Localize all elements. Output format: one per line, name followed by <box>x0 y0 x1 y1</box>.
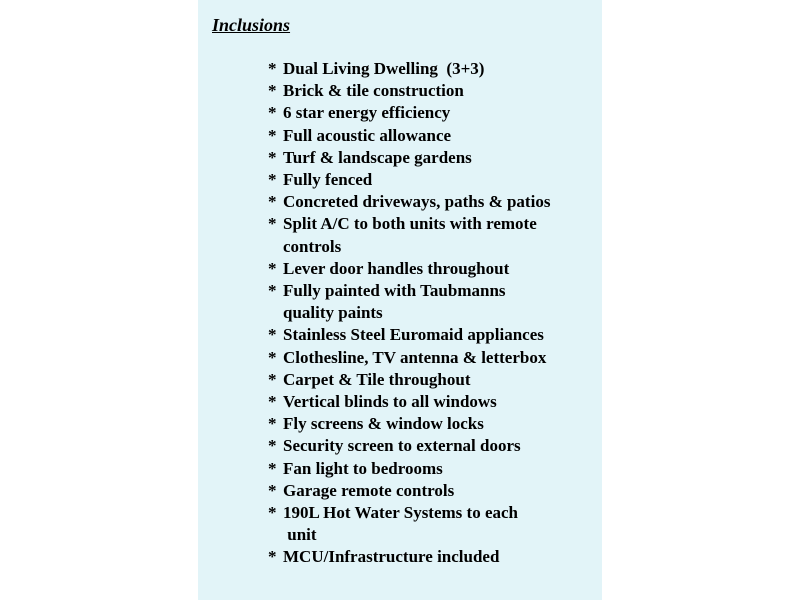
inclusion-item <box>268 80 598 102</box>
asterisk-bullet: * <box>268 325 277 345</box>
inclusion-item <box>268 413 598 435</box>
asterisk-bullet: * <box>268 170 277 190</box>
document-page <box>198 0 602 600</box>
inclusion-item-text: 190L Hot Water Systems to each unit <box>283 503 518 545</box>
inclusion-item-text: Concreted driveways, paths & patios <box>283 192 551 212</box>
inclusions-list <box>268 58 598 569</box>
inclusion-item <box>268 191 598 213</box>
inclusion-item <box>268 435 598 457</box>
inclusion-item-text: Stainless Steel Euromaid appliances <box>283 325 544 345</box>
inclusion-item-text: Fully painted with Taubmanns quality paints <box>283 281 506 323</box>
asterisk-bullet: * <box>268 125 277 145</box>
inclusion-item <box>268 58 598 80</box>
asterisk-bullet: * <box>268 258 277 278</box>
inclusion-item-text: Lever door handles throughout <box>283 258 510 278</box>
inclusion-item <box>268 169 598 191</box>
asterisk-bullet: * <box>268 347 277 367</box>
asterisk-bullet: * <box>268 192 277 212</box>
inclusion-item <box>268 369 598 391</box>
inclusion-item-text: Split A/C to both units with remote controls <box>283 214 537 256</box>
inclusion-item-text: Fully fenced <box>283 170 373 190</box>
inclusion-item <box>268 324 598 346</box>
inclusion-item <box>268 102 598 124</box>
inclusion-item <box>268 458 598 480</box>
inclusion-item-text: Carpet & Tile throughout <box>283 369 471 389</box>
asterisk-bullet: * <box>268 547 277 567</box>
inclusion-item <box>268 480 598 502</box>
asterisk-bullet: * <box>268 214 277 234</box>
asterisk-bullet: * <box>268 59 277 78</box>
inclusion-item <box>268 213 598 257</box>
inclusion-item <box>268 147 598 169</box>
asterisk-bullet: * <box>268 392 277 412</box>
inclusion-item-text: Security screen to external doors <box>283 436 521 456</box>
inclusion-item-text: Full acoustic allowance <box>283 125 452 145</box>
inclusion-item <box>268 280 598 324</box>
asterisk-bullet: * <box>268 503 277 523</box>
inclusion-item <box>268 546 598 568</box>
inclusion-item <box>268 391 598 413</box>
inclusion-item-text: Brick & tile construction <box>283 81 464 101</box>
inclusion-item-text: MCU/Infrastructure included <box>283 547 500 567</box>
asterisk-bullet: * <box>268 436 277 456</box>
asterisk-bullet: * <box>268 281 277 301</box>
inclusion-item-text: Garage remote controls <box>283 480 455 500</box>
asterisk-bullet: * <box>268 103 277 123</box>
inclusion-item <box>268 502 598 546</box>
inclusion-item <box>268 125 598 147</box>
asterisk-bullet: * <box>268 369 277 389</box>
inclusion-item-text: Fan light to bedrooms <box>283 458 443 478</box>
asterisk-bullet: * <box>268 480 277 500</box>
inclusion-item-text: 6 star energy efficiency <box>283 103 451 123</box>
asterisk-bullet: * <box>268 81 277 101</box>
asterisk-bullet: * <box>268 458 277 478</box>
inclusion-item-text: Dual Living Dwelling (3+3) <box>283 59 485 78</box>
inclusion-item <box>268 258 598 280</box>
inclusion-item-text: Clothesline, TV antenna & letterbox <box>283 347 547 367</box>
inclusion-item-text: Turf & landscape gardens <box>283 147 472 167</box>
asterisk-bullet: * <box>268 147 277 167</box>
inclusion-item-text: Fly screens & window locks <box>283 414 484 434</box>
asterisk-bullet: * <box>268 414 277 434</box>
inclusions-heading: Inclusions <box>212 15 291 35</box>
inclusion-item-text: Vertical blinds to all windows <box>283 392 497 412</box>
inclusion-item <box>268 347 598 369</box>
